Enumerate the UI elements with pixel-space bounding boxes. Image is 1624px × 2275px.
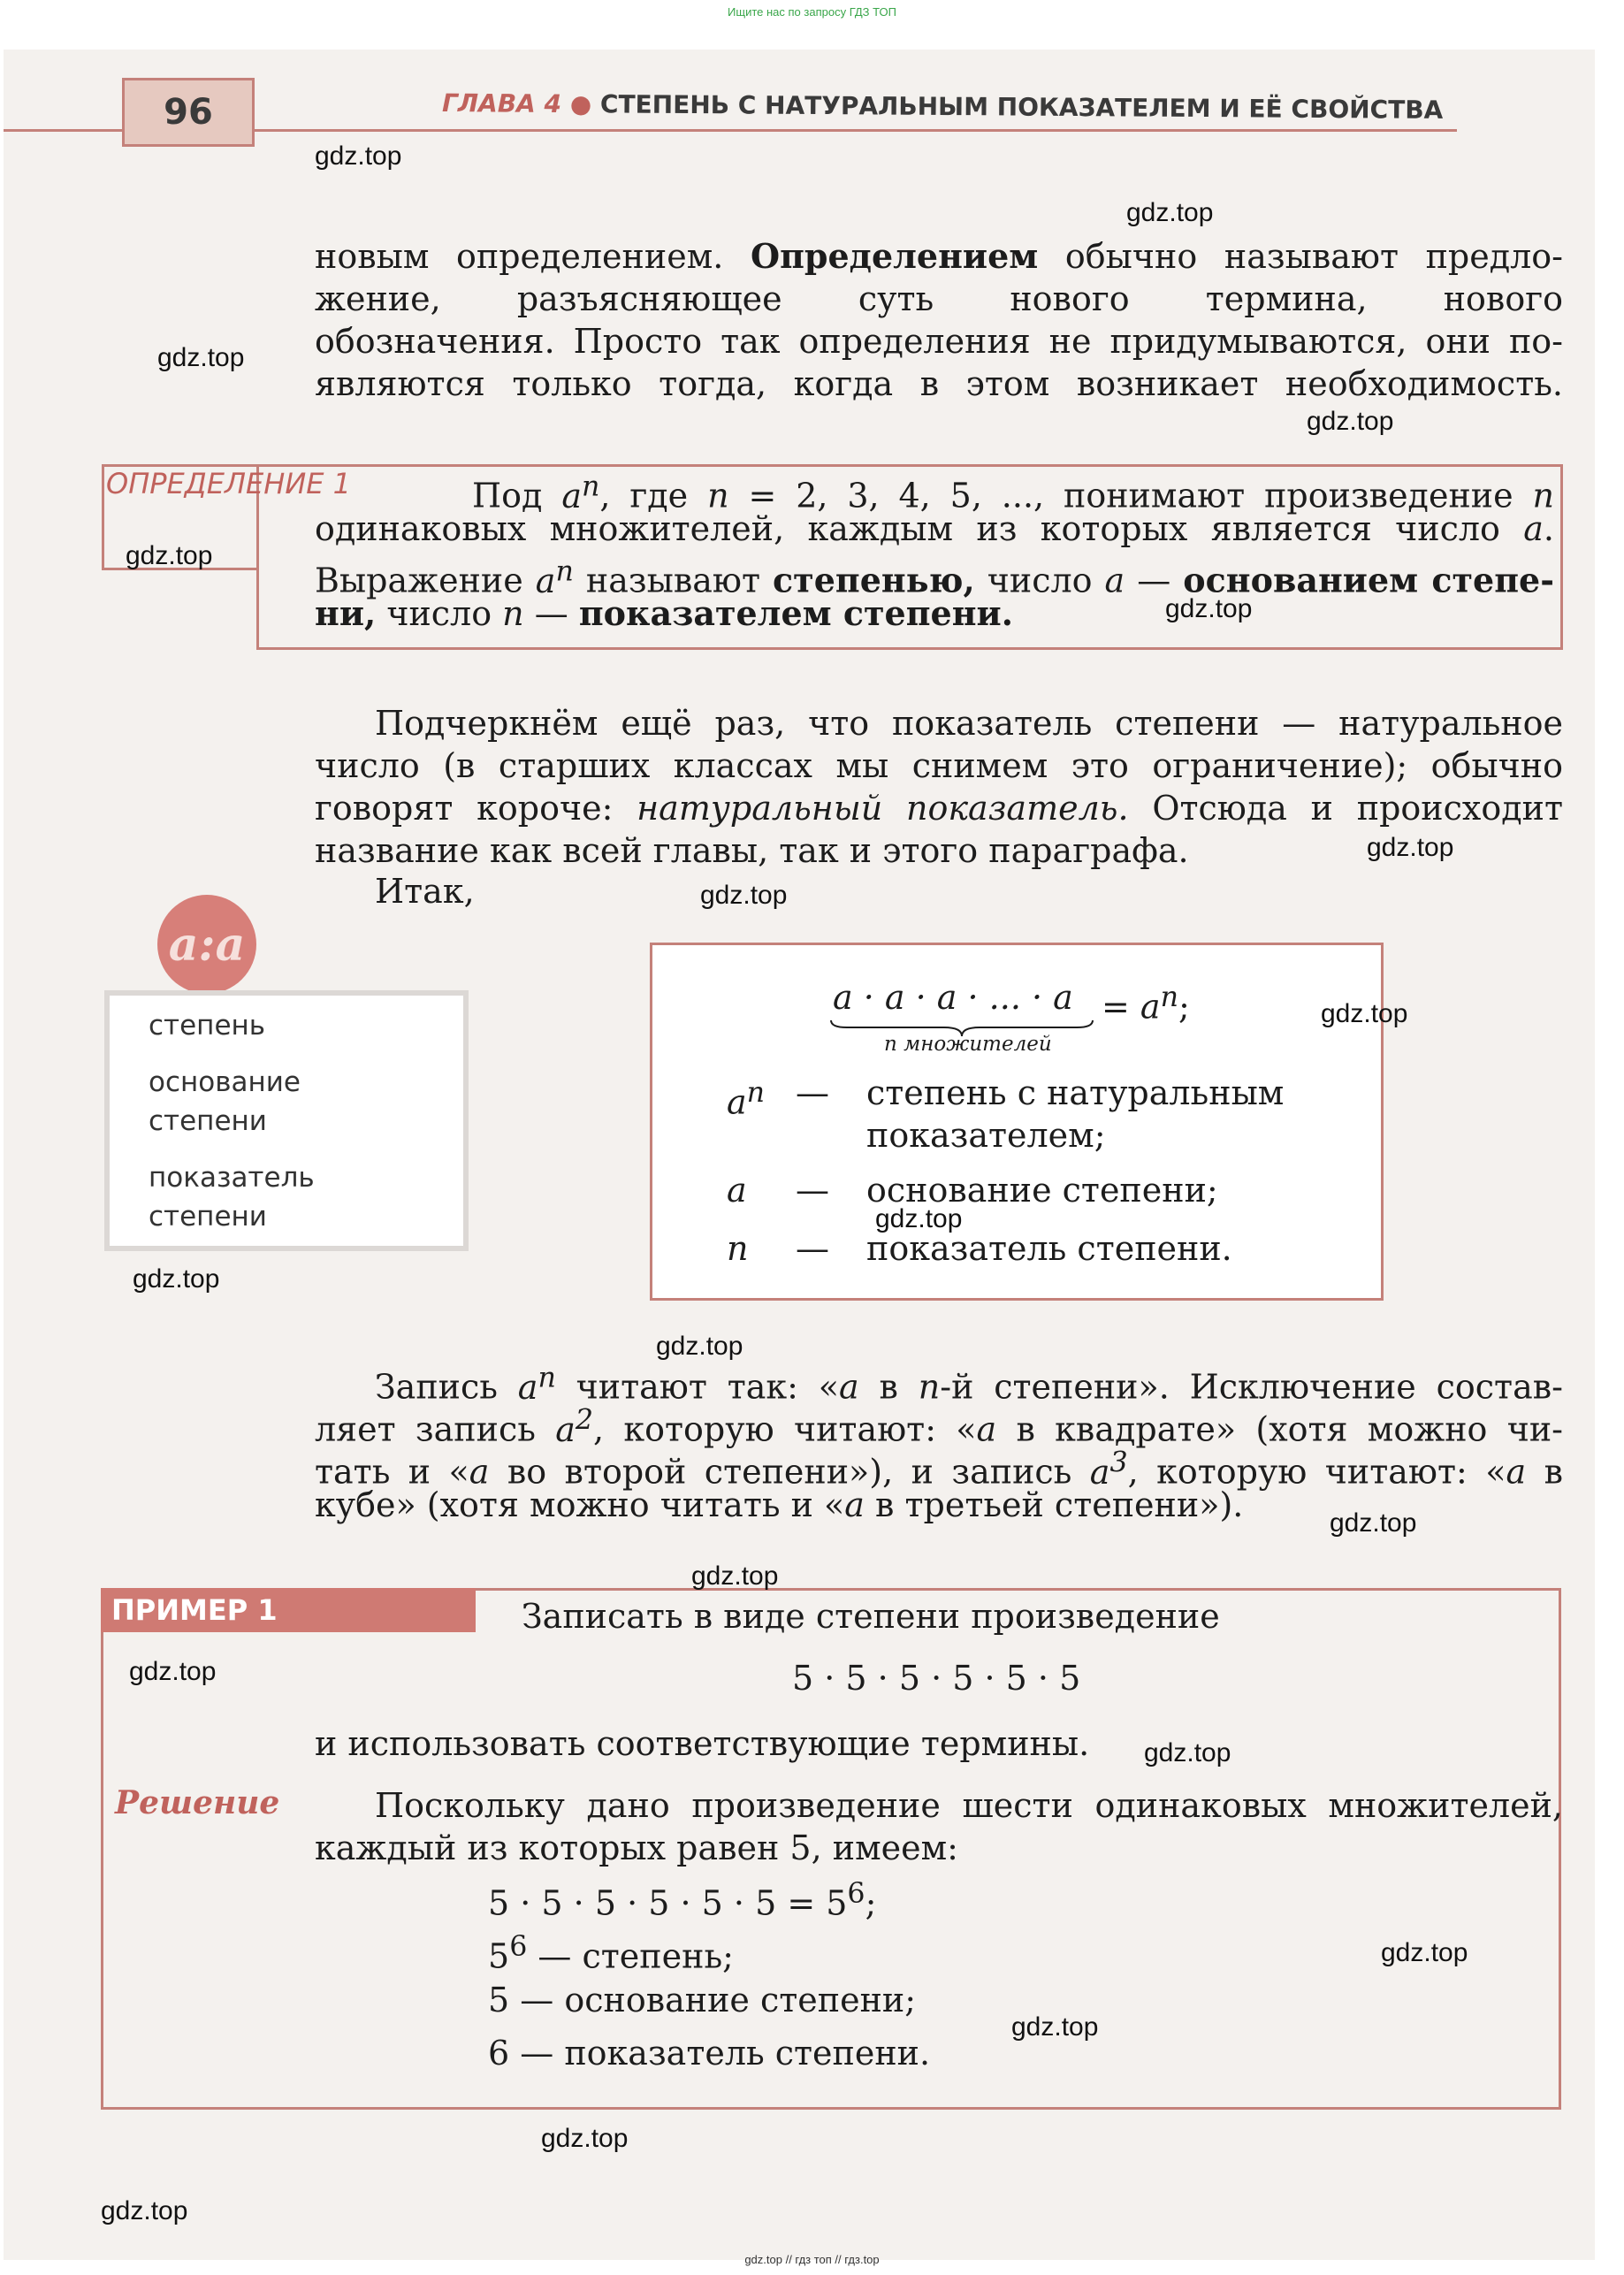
terms-logo-icon: a:a	[157, 895, 256, 994]
definition-line-1: Под $a^n$, где n = 2, 3, 4, 5, ..., понимают произведение n	[472, 470, 1554, 515]
reading-line-2: ляет запись $a^2$, которую читают: «a в квадрате» (хотя можно чи-	[315, 1404, 1563, 1449]
watermark: gdz.top	[129, 1657, 217, 1686]
solution-eq-3: 5 — основание степени;	[488, 1981, 917, 2019]
formula-row1-symbol: $a^n$	[727, 1077, 766, 1122]
watermark: gdz.top	[700, 881, 788, 910]
intro-line-4: являются только тогда, когда в этом возникает необходимость.	[315, 364, 1563, 403]
reading-line-3: тать и «a во второй степени»), и запись $a^3$, которую читают: «a в	[315, 1447, 1563, 1492]
watermark: gdz.top	[315, 141, 402, 171]
watermark: gdz.top	[101, 2196, 188, 2225]
chapter-title: СТЕПЕНЬ С НАТУРАЛЬНЫМ ПОКАЗАТЕЛЕМ И ЕЁ СВОЙСТВА	[599, 89, 1444, 125]
watermark: gdz.top	[875, 1204, 963, 1233]
watermark: gdz.top	[1307, 407, 1394, 436]
example-label: ПРИМЕР 1	[101, 1588, 476, 1632]
watermark: gdz.top	[1165, 594, 1253, 623]
chapter-label: ГЛАВА 4	[441, 88, 562, 118]
definition-line-2: одинаковых множителей, каждым из которых является число a.	[315, 509, 1554, 548]
watermark: gdz.top	[1126, 198, 1214, 227]
formula-row3-text: показатель степени.	[866, 1229, 1232, 1268]
page-number: 96	[122, 78, 255, 147]
formula-brace-label: n множителей	[884, 1033, 1052, 1056]
definition-line-4: ни, число n — показателем степени.	[315, 593, 1013, 633]
example-top-rule	[476, 1588, 1561, 1591]
watermark: gdz.top	[126, 541, 213, 570]
formula-equals: = $a^n$;	[1102, 981, 1190, 1027]
reading-line-4: кубе» (хотя можно читать и «a в третьей степени»).	[315, 1485, 1244, 1524]
formula-row2-symbol: a	[727, 1171, 747, 1210]
watermark: gdz.top	[691, 1561, 779, 1591]
intro-line-3: обозначения. Просто так определения не придумываются, они по-	[315, 322, 1563, 361]
term-base-1: основание	[149, 1066, 301, 1098]
watermark: gdz.top	[1330, 1508, 1417, 1538]
watermark: gdz.top	[1144, 1738, 1231, 1767]
intro-line-1: новым определением. Определением обычно называют предло-	[315, 236, 1563, 276]
watermark: gdz.top	[656, 1332, 743, 1361]
solution-eq-4: 6 — показатель степени.	[488, 2034, 931, 2073]
para2-line-5: Итак,	[375, 872, 475, 911]
solution-line-2: каждый из которых равен 5, имеем:	[315, 1828, 958, 1867]
para2-line-1: Подчеркнём ещё раз, что показатель степени — натуральное	[375, 704, 1563, 743]
watermark: gdz.top	[1381, 1938, 1468, 1967]
formula-row3-symbol: n	[727, 1229, 749, 1268]
formula-row1-dash: —	[796, 1073, 829, 1112]
formula-row3-dash: —	[796, 1229, 829, 1268]
watermark: gdz.top	[541, 2124, 629, 2153]
watermark: gdz.top	[1321, 999, 1408, 1028]
example-task-2: и использовать соответствующие термины.	[315, 1724, 1090, 1763]
solution-eq-2: $5^6$ — степень;	[488, 1931, 734, 1976]
bottom-note: gdz.top // гдз топ // гдз.top	[744, 2253, 880, 2266]
header-rule-left	[4, 129, 122, 132]
term-exponent-1: показатель	[149, 1162, 315, 1194]
example-task-1: Записать в виде степени произведение	[522, 1597, 1220, 1636]
para2-line-4: название как всей главы, так и этого параграфа.	[315, 831, 1189, 870]
solution-line-1: Поскольку дано произведение шести одинаковых множителей,	[375, 1786, 1563, 1825]
formula-product: a · a · a · ... · a	[833, 978, 1073, 1017]
term-power: степень	[149, 1010, 266, 1042]
watermark: gdz.top	[157, 343, 245, 372]
solution-eq-1: $5 \cdot 5 \cdot 5 \cdot 5 \cdot 5 \cdot 5 = 5^6$;	[488, 1878, 877, 1923]
formula-row2-text: основание степени;	[866, 1171, 1218, 1210]
solution-label: Решение	[115, 1784, 280, 1821]
intro-line-2: жение, разъясняющее суть нового термина, нового	[315, 279, 1563, 318]
watermark: gdz.top	[1367, 833, 1454, 862]
watermark: gdz.top	[133, 1264, 220, 1294]
formula-row1-text2: показателем;	[866, 1116, 1106, 1155]
para2-line-3: говорят короче: натуральный показатель. Отсюда и происходит	[315, 789, 1563, 828]
reading-line-1: Запись $a^n$ читают так: «a в n-й степени». Исключение состав-	[375, 1362, 1563, 1407]
term-exponent-2: степени	[149, 1201, 267, 1233]
formula-row2-dash: —	[796, 1171, 829, 1210]
watermark: gdz.top	[1011, 2012, 1099, 2042]
formula-row1-text1: степень с натуральным	[866, 1073, 1285, 1112]
bullet-icon: ●	[569, 89, 592, 119]
example-task-formula: 5 · 5 · 5 · 5 · 5 · 5	[792, 1659, 1081, 1698]
term-base-2: степени	[149, 1105, 267, 1137]
top-note: Ищите нас по запросу ГДЗ ТОП	[728, 5, 896, 19]
definition-label: ОПРЕДЕЛЕНИЕ 1	[106, 467, 352, 500]
para2-line-2: число (в старших классах мы снимем это ограничение); обычно	[315, 746, 1563, 785]
definition-line-3: Выражение $a^n$ называют степенью, число a — основанием степе-	[315, 555, 1554, 600]
header-rule-right	[255, 129, 1457, 132]
